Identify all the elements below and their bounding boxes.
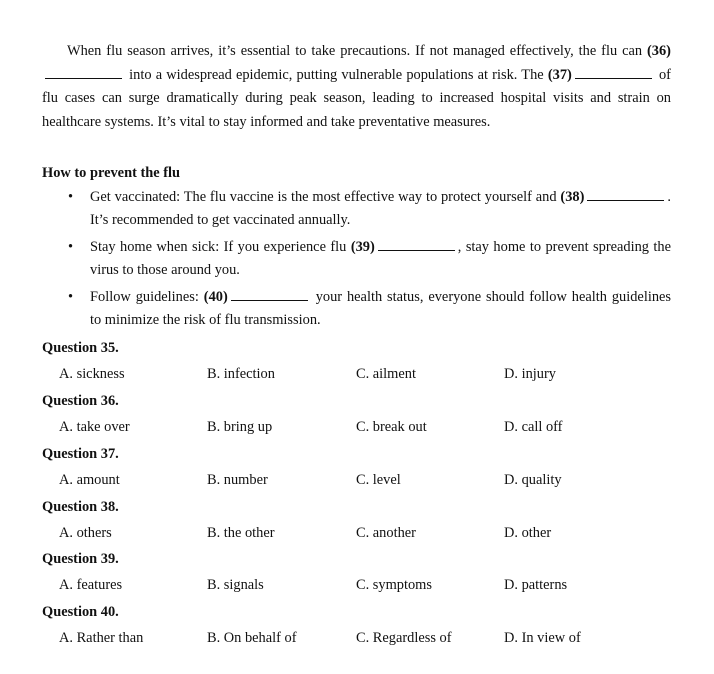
question-40 xyxy=(42,602,671,654)
passage-text-3: of flu cases can surge dramatically during peak season, leading to increased hospital visits and strain on healthcare systems. It’s vital to stay informed and take preventative measures. xyxy=(42,66,671,130)
question-36 xyxy=(42,391,671,443)
bullet-text: Stay home when sick: If you experience flu xyxy=(90,238,347,255)
question-38 xyxy=(42,497,671,549)
option-b[interactable]: B. bring up xyxy=(207,419,273,435)
option-c[interactable]: C. symptoms xyxy=(356,577,432,593)
option-a[interactable]: A. take over xyxy=(59,419,130,435)
option-b[interactable]: B. On behalf of xyxy=(207,630,297,646)
option-b[interactable]: B. signals xyxy=(207,577,264,593)
option-d[interactable]: D. call off xyxy=(504,419,563,435)
blank-38 xyxy=(587,188,664,201)
blank-number-36: (36) xyxy=(647,43,671,59)
blank-36 xyxy=(45,66,122,79)
question-title: Question 35. xyxy=(42,340,119,356)
bullet-text: Follow guidelines: xyxy=(90,288,199,305)
question-title: Question 36. xyxy=(42,393,119,409)
bullet-text: . It’s recommended to get vaccinated annually. xyxy=(90,189,671,229)
option-b[interactable]: B. the other xyxy=(207,525,275,541)
option-d[interactable]: D. patterns xyxy=(504,577,568,593)
section-heading: How to prevent the flu xyxy=(42,165,181,181)
question-title: Question 40. xyxy=(42,604,119,620)
list-item xyxy=(42,186,671,233)
question-37 xyxy=(42,444,671,496)
option-d[interactable]: D. In view of xyxy=(504,630,581,646)
blank-number-39: (39) xyxy=(350,238,375,255)
question-title: Question 37. xyxy=(42,446,119,462)
question-title: Question 38. xyxy=(42,499,119,515)
option-a[interactable]: A. others xyxy=(59,525,112,541)
bullet-text: your health status, everyone should follow health guidelines to minimize the risk of flu transmission. xyxy=(90,288,671,329)
option-b[interactable]: B. number xyxy=(207,472,268,488)
option-a[interactable]: A. sickness xyxy=(59,366,125,382)
option-a[interactable]: A. features xyxy=(59,577,123,593)
option-d[interactable]: D. other xyxy=(504,525,552,541)
option-c[interactable]: C. ailment xyxy=(356,366,416,382)
option-c[interactable]: C. break out xyxy=(356,419,427,435)
option-c[interactable]: C. level xyxy=(356,472,401,488)
option-a[interactable]: A. amount xyxy=(59,472,120,488)
question-title: Question 39. xyxy=(42,551,119,567)
option-d[interactable]: D. injury xyxy=(504,366,556,382)
prevention-list xyxy=(42,186,671,335)
option-b[interactable]: B. infection xyxy=(207,366,275,382)
blank-number-40: (40) xyxy=(203,288,228,305)
bullet-text: Get vaccinated: The flu vaccine is the most effective way to protect yourself and xyxy=(90,189,557,205)
passage-paragraph xyxy=(42,40,671,134)
option-d[interactable]: D. quality xyxy=(504,472,562,488)
passage-text-2: into a widespread epidemic, putting vulnerable populations at risk. The xyxy=(129,66,544,83)
bullet-text: , stay home to prevent spreading the virus to those around you. xyxy=(90,238,671,279)
option-c[interactable]: C. Regardless of xyxy=(356,630,452,646)
blank-39 xyxy=(378,238,455,251)
question-39 xyxy=(42,549,671,601)
list-item xyxy=(42,286,671,333)
blank-number-38: (38) xyxy=(560,189,585,205)
blank-number-37: (37) xyxy=(547,66,572,83)
question-35 xyxy=(42,338,671,390)
blank-37 xyxy=(575,66,652,79)
blank-40 xyxy=(231,288,308,301)
option-a[interactable]: A. Rather than xyxy=(59,630,144,646)
list-item xyxy=(42,236,671,283)
option-c[interactable]: C. another xyxy=(356,525,416,541)
passage-text-1: When flu season arrives, it’s essential to take precautions. If not managed effectively, the flu can xyxy=(67,43,643,59)
